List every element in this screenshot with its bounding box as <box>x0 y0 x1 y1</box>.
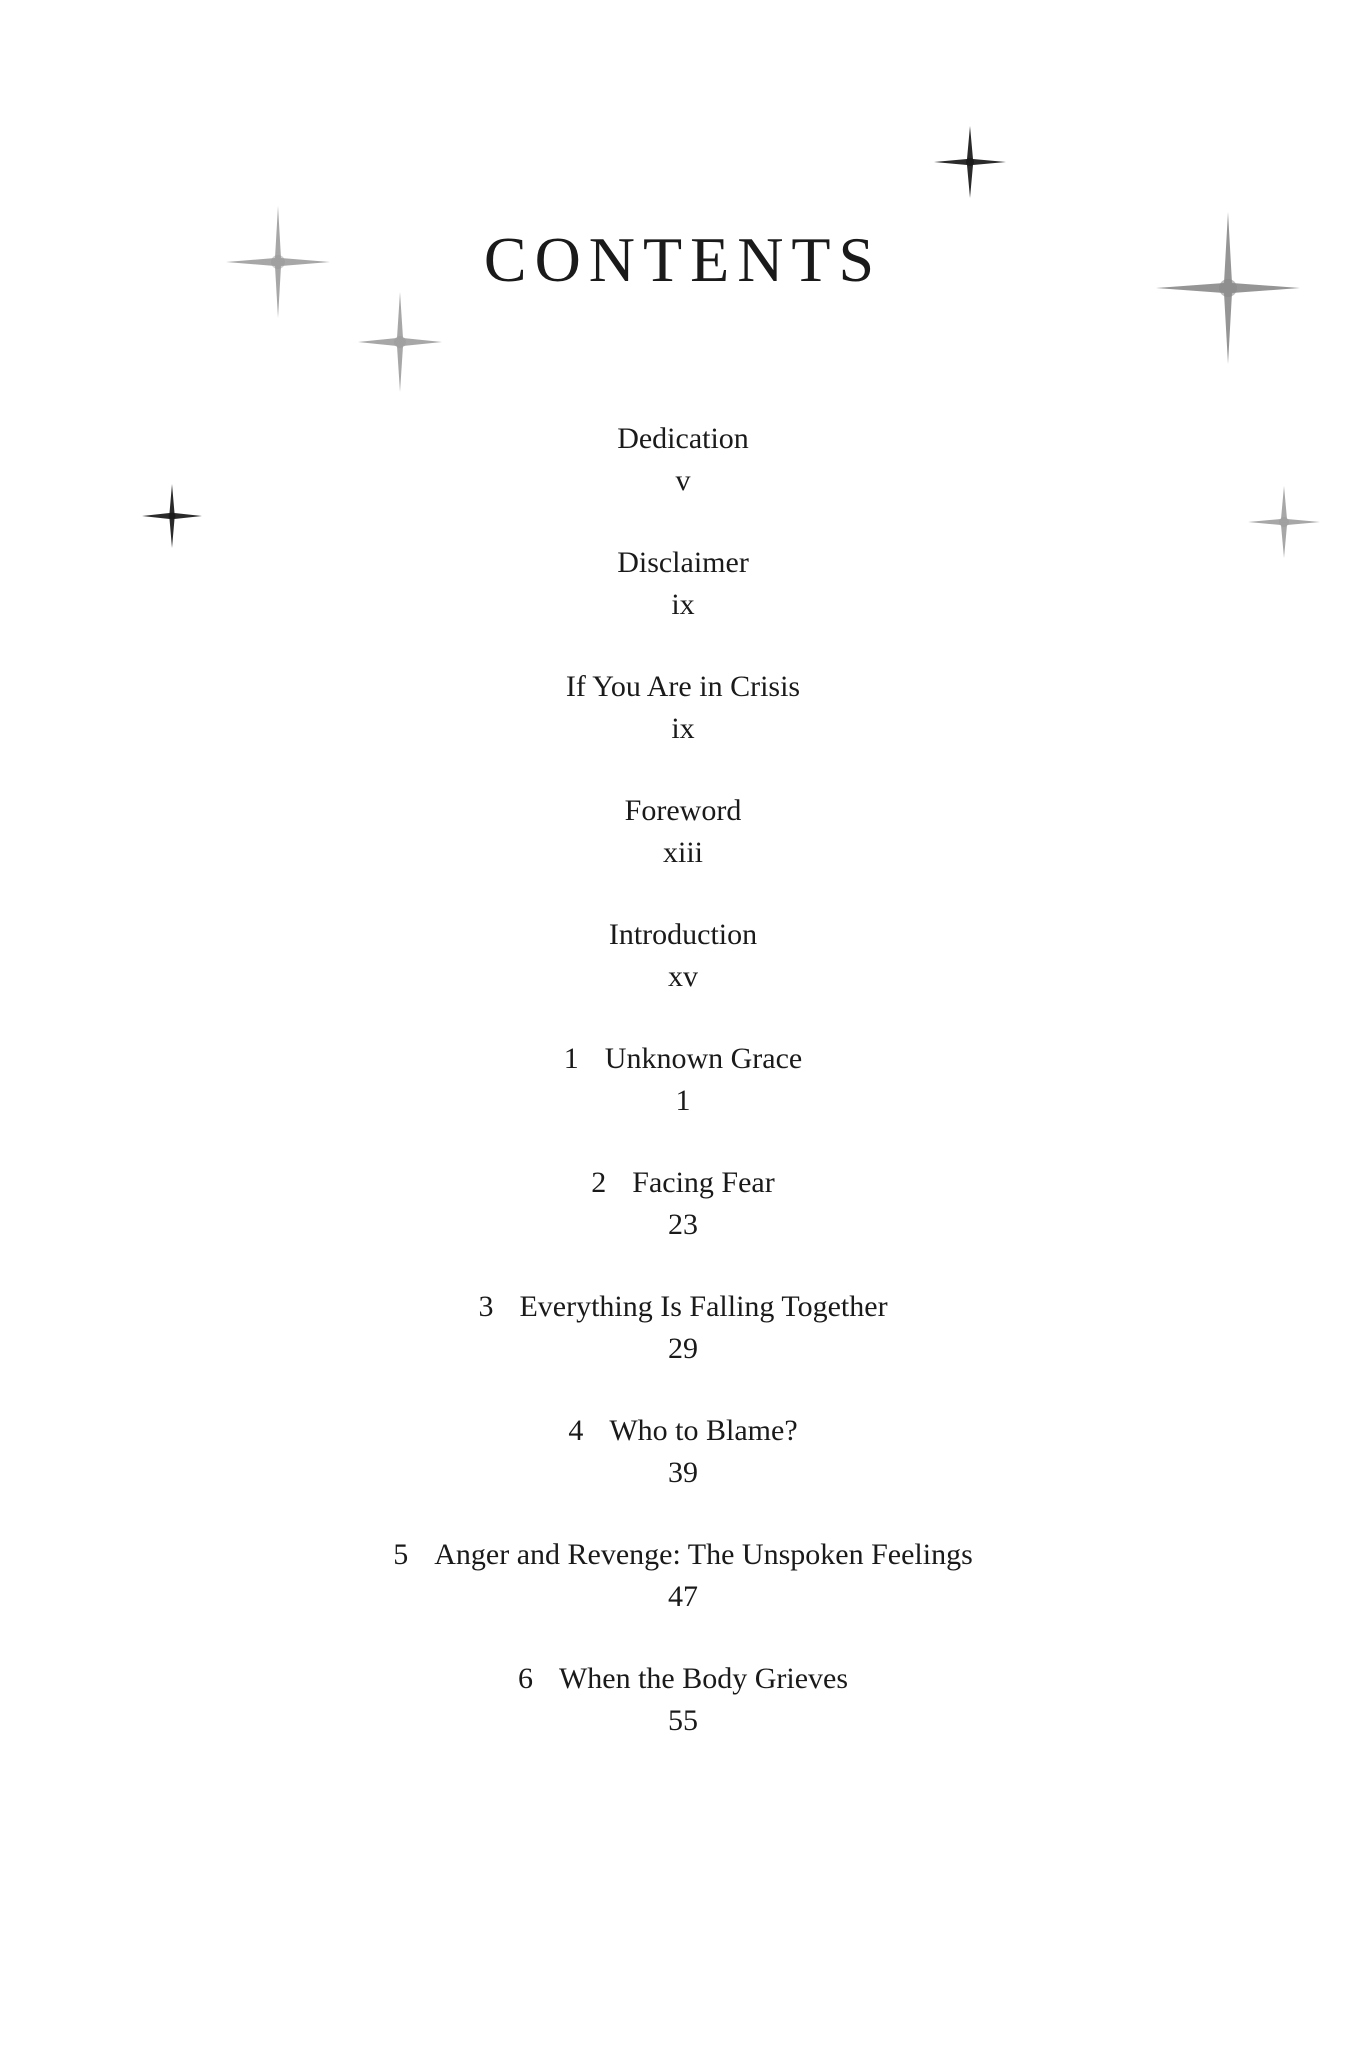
page-title: CONTENTS <box>483 224 883 295</box>
page-number: 29 <box>668 1332 698 1365</box>
chapter-title: Who to Blame? <box>609 1414 798 1447</box>
toc-entry[interactable] <box>0 1038 1366 1162</box>
chapter-title: Everything Is Falling Together <box>519 1290 888 1323</box>
chapter-title: Dedication <box>617 422 749 455</box>
toc-entry[interactable] <box>0 914 1366 1038</box>
page-number: 47 <box>668 1580 698 1613</box>
page-number: v <box>675 464 691 497</box>
chapter-number: 4 <box>568 1414 584 1447</box>
table-of-contents <box>0 418 1366 1782</box>
sparkle-star-icon <box>355 287 445 397</box>
page-number: 1 <box>675 1084 691 1117</box>
sparkle-star-icon <box>1148 208 1308 368</box>
page-number: 39 <box>668 1456 698 1489</box>
chapter-title: When the Body Grieves <box>558 1662 849 1695</box>
page-number: ix <box>671 588 695 621</box>
chapter-title: Unknown Grace <box>604 1042 803 1075</box>
page-number: ix <box>671 712 695 745</box>
chapter-title: Facing Fear <box>632 1166 775 1199</box>
toc-entry[interactable] <box>0 1162 1366 1286</box>
chapter-title: Disclaimer <box>617 546 749 579</box>
toc-entry[interactable] <box>0 790 1366 914</box>
toc-entry[interactable] <box>0 666 1366 790</box>
chapter-number: 5 <box>393 1538 409 1571</box>
toc-entry[interactable] <box>0 1410 1366 1534</box>
chapter-number: 3 <box>478 1290 494 1323</box>
toc-entry[interactable] <box>0 418 1366 542</box>
chapter-title: Anger and Revenge: The Unspoken Feelings <box>434 1538 973 1571</box>
chapter-title: If You Are in Crisis <box>565 670 801 703</box>
chapter-number: 1 <box>563 1042 579 1075</box>
page-number: 23 <box>668 1208 698 1241</box>
chapter-title: Foreword <box>624 794 742 827</box>
toc-entry[interactable] <box>0 542 1366 666</box>
chapter-number: 2 <box>591 1166 607 1199</box>
toc-entry[interactable] <box>0 1286 1366 1410</box>
page-number: 55 <box>668 1704 698 1737</box>
chapter-number: 6 <box>517 1662 533 1695</box>
page-number: xv <box>668 960 698 993</box>
toc-entry[interactable] <box>0 1534 1366 1658</box>
sparkle-star-icon <box>218 202 338 322</box>
page-number: xiii <box>662 836 703 869</box>
sparkle-star-icon <box>930 122 1010 202</box>
toc-entry[interactable] <box>0 1658 1366 1782</box>
chapter-title: Introduction <box>608 918 758 951</box>
